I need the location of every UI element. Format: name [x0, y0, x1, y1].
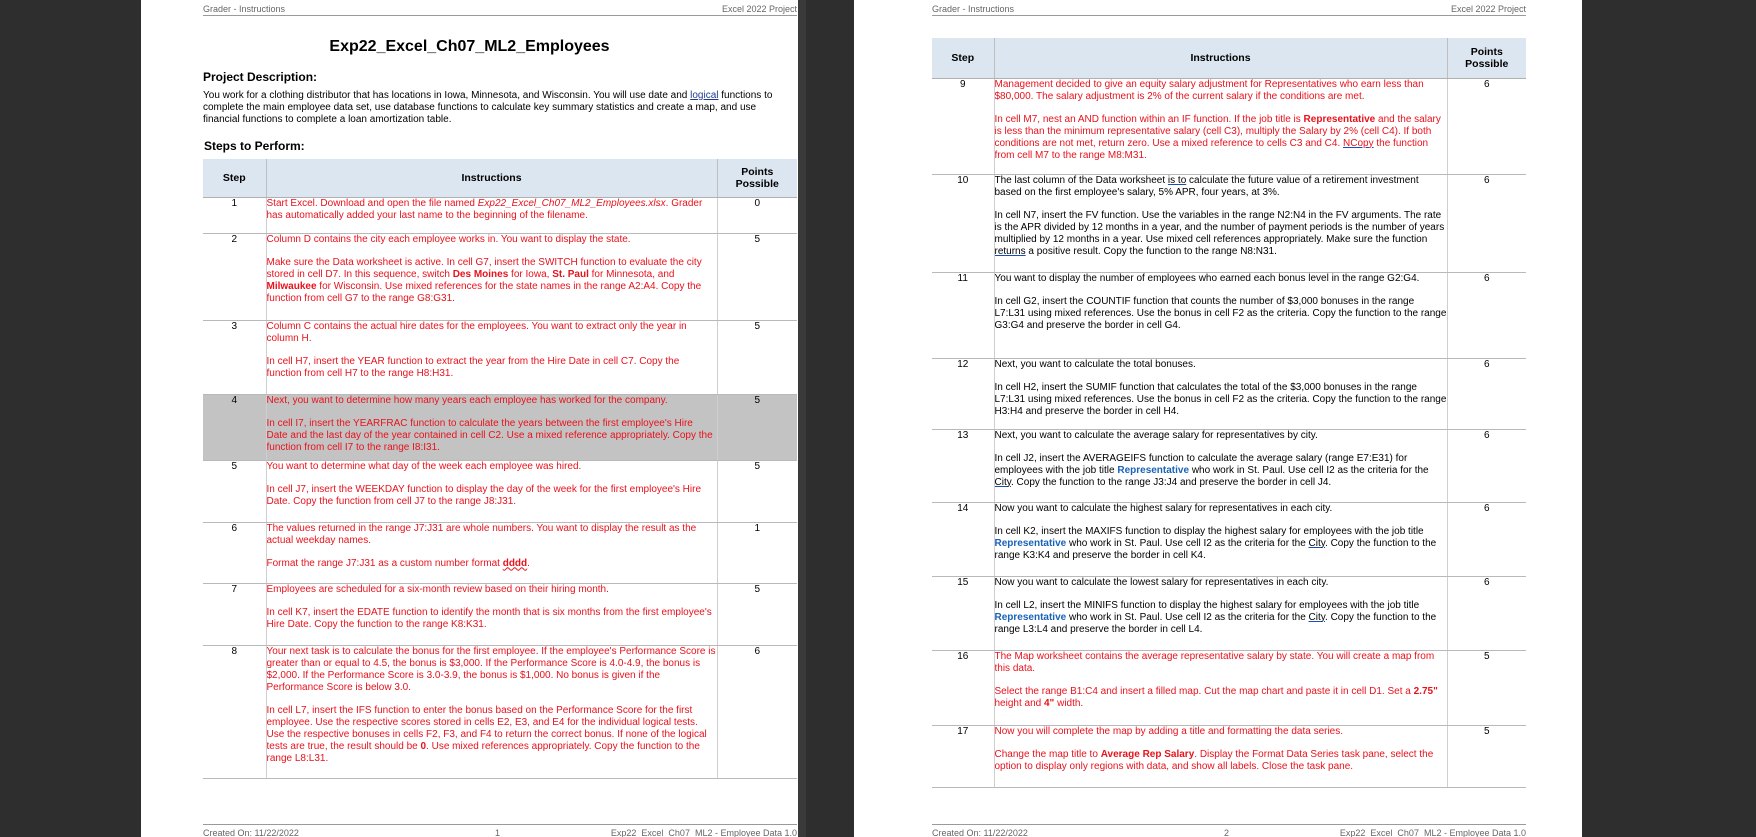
table-row: [932, 429, 1526, 502]
step-instructions: Your next task is to calculate the bonus for the first employee. If the employee's Performance Score is greater than or equal to 4.5, the bonus is $3,000. If the Performance Score is 4.0-4.9, the bonus is $2,000. If the Performance Score is 3.0-3.9, the bonus is $1,000. No bonus is given if the Performance Score is below 3.0. In cell L7, insert the IFS function to enter the bonus based on the Performance Score for the first employee. Use the respective scores stored in cells E2, E3, and E4 for the individual logical tests. Use the respective bonuses in cells F2, F3, and F4 to return the correct bonus. If none of the logical tests are true, the result should be 0. Use mixed references appropriately. Copy the function to the range L8:L31.: [266, 645, 717, 778]
step-points: 6: [1447, 78, 1526, 174]
steps-table-page-1: [203, 159, 797, 779]
step-instructions: Next, you want to calculate the average salary for representatives by city. In cell J2, insert the AVERAGEIFS function to calculate the average salary (range E7:E31) for employees with the job title Representative who work in St. Paul. Use cell I2 as the criteria for the City. Copy the function to the range J3:J4 and preserve the border in cell J4.: [994, 429, 1447, 502]
step-number: 14: [932, 502, 994, 576]
step-number: 4: [203, 394, 266, 460]
table-row: [932, 358, 1526, 429]
project-description: You work for a clothing distributor that has locations in Iowa, Minnesota, and Wisconsin. You will use date and logical functions to complete the main employee data set, use database functions to calculate key summary statistics and create a map, and use financial functions to complete a loan amortization table.: [203, 90, 773, 125]
step-instructions: Now you want to calculate the highest salary for representatives in each city. In cell K2, insert the MAXIFS function to display the highest salary for employees with the job title Representative who work in St. Paul. Use cell I2 as the criteria for the City. Copy the function to the range K3:K4 and preserve the border in cell K4.: [994, 502, 1447, 576]
step-instructions: Start Excel. Download and open the file named Exp22_Excel_Ch07_ML2_Employees.xlsx. Grader has automatically added your last name to the beginning of the filename.: [266, 197, 717, 233]
header-right: Excel 2022 Project: [1450, 4, 1526, 14]
step-instructions: The Map worksheet contains the average representative salary by state. You will create a map from this data. Select the range B1:C4 and insert a filled map. Cut the map chart and paste it in cell D1. Set a 2.75" height and 4" width.: [994, 650, 1447, 725]
step-number: 11: [932, 272, 994, 358]
step-number: 16: [932, 650, 994, 725]
step-column-header: Step: [203, 159, 266, 197]
step-instructions: The last column of the Data worksheet is to calculate the future value of a retirement investment based on the first employee's salary, 5% APR, four years, at 3%. In cell N7, insert the FV function. Use the variables in the range N2:N4 in the FV arguments. The rate is the APR divided by 12 months in a year, and the number of payment periods is the number of years multiplied by 12 months in a year. Use mixed cell references appropriately. Make sure the function returns a positive result. Copy the function to the range N8:N31.: [994, 174, 1447, 272]
table-header-row: [932, 38, 1526, 78]
step-instructions: Now you will complete the map by adding a title and formatting the data series. Change the map title to Average Rep Salary. Display the Format Data Series task pane, select the option to display only regions with data, and show all labels. Close the task pane.: [994, 725, 1447, 787]
step-number: 9: [932, 78, 994, 174]
steps-heading: Steps to Perform:: [204, 139, 305, 153]
instructions-column-header: Instructions: [266, 159, 717, 197]
step-points: 0: [717, 197, 797, 233]
step-number: 6: [203, 522, 266, 583]
step-number: 2: [203, 233, 266, 320]
table-row: [932, 650, 1526, 725]
points-column-header: Points Possible: [717, 159, 797, 197]
step-number: 5: [203, 460, 266, 522]
step-number: 10: [932, 174, 994, 272]
table-row: [203, 583, 797, 645]
step-instructions: Management decided to give an equity salary adjustment for Representatives who earn less than $80,000. The salary adjustment is 2% of the current salary if the conditions are met. In cell M7, nest an AND function within an IF function. If the job title is Representative and the salary is less than the minimum representative salary (cell C3), multiply the Salary by 2% (cell C4). If both conditions are not met, return zero. Use a mixed reference to cells C3 and C4. NCopy the function from cell M7 to the range M8:M31.: [994, 78, 1447, 174]
instructions-column-header: Instructions: [994, 38, 1447, 78]
table-row: [932, 78, 1526, 174]
step-points: 6: [1447, 576, 1526, 650]
step-number: 17: [932, 725, 994, 787]
footer-created-date: Created On: 11/22/2022: [203, 828, 299, 837]
logical-link[interactable]: logical: [690, 90, 719, 101]
table-row: [932, 502, 1526, 576]
step-instructions: Next, you want to calculate the total bonuses. In cell H2, insert the SUMIF function that calculates the total of the $3,000 bonuses in the range L7:L31 using mixed references. Use the bonus in cell F2 as the criteria. Copy the function to the range H3:H4 and preserve the border in cell H4.: [994, 358, 1447, 429]
table-row: [203, 645, 797, 778]
table-row: [932, 725, 1526, 787]
step-instructions: Employees are scheduled for a six-month review based on their hiring month. In cell K7, insert the EDATE function to identify the month that is six months from the first employee's Hire Date. Copy the function to the range K8:K31.: [266, 583, 717, 645]
page-footer: [932, 824, 1526, 837]
step-points: 5: [1447, 650, 1526, 725]
step-instructions: Next, you want to determine how many years each employee has worked for the company. In cell I7, insert the YEARFRAC function to calculate the years between the first employee's Hire Date and the last day of the year contained in cell C2. Use a mixed reference appropriately. Copy the function from cell I7 to the range I8:I31.: [266, 394, 717, 460]
header-left: Grader - Instructions: [932, 4, 1015, 14]
step-points: 6: [1447, 358, 1526, 429]
page-header: [932, 4, 1526, 16]
step-number: 1: [203, 197, 266, 233]
footer-created-date: Created On: 11/22/2022: [932, 828, 1028, 837]
step-points: 5: [1447, 725, 1526, 787]
step-instructions: Column D contains the city each employee works in. You want to display the state. Make sure the Data worksheet is active. In cell G7, insert the SWITCH function to evaluate the city stored in cell D7. In this sequence, switch Des Moines for Iowa, St. Paul for Minnesota, and Milwaukee for Wisconsin. Use mixed references for the state names in the range A2:A4. Copy the function from cell G7 to the range G8:G31.: [266, 233, 717, 320]
step-points: 6: [1447, 429, 1526, 502]
page-footer: [203, 824, 797, 837]
table-row: [932, 174, 1526, 272]
step-points: 5: [717, 320, 797, 394]
page-header: [203, 4, 797, 16]
step-number: 7: [203, 583, 266, 645]
step-number: 8: [203, 645, 266, 778]
table-header-row: [203, 159, 797, 197]
points-column-header: Points Possible: [1447, 38, 1526, 78]
step-number: 12: [932, 358, 994, 429]
document-page-1: [141, 0, 798, 837]
step-number: 13: [932, 429, 994, 502]
steps-table-page-2: [932, 38, 1526, 788]
table-row-selected[interactable]: [203, 394, 797, 460]
project-description-heading: Project Description:: [203, 70, 318, 84]
table-row: [932, 272, 1526, 358]
table-row: [203, 197, 797, 233]
footer-page-number: 1: [495, 828, 501, 837]
step-instructions: Column C contains the actual hire dates for the employees. You want to extract only the year in column H. In cell H7, insert the YEAR function to extract the year from the Hire Date in cell C7. Copy the function from cell H7 to the range H8:H31.: [266, 320, 717, 394]
step-points: 6: [1447, 272, 1526, 358]
document-page-2: [854, 0, 1582, 837]
step-points: 6: [717, 645, 797, 778]
document-title: Exp22_Excel_Ch07_ML2_Employees: [329, 38, 610, 55]
table-row: [932, 576, 1526, 650]
page-gap: [798, 0, 806, 837]
step-points: 5: [717, 394, 797, 460]
step-column-header: Step: [932, 38, 994, 78]
step-points: 5: [717, 233, 797, 320]
step-points: 1: [717, 522, 797, 583]
step-points: 5: [717, 583, 797, 645]
step-points: 5: [717, 460, 797, 522]
table-row: [203, 460, 797, 522]
header-right: Excel 2022 Project: [721, 4, 797, 14]
footer-document-name: Exp22_Excel_Ch07_ML2 - Employee Data 1.0: [610, 828, 797, 837]
step-number: 15: [932, 576, 994, 650]
header-left: Grader - Instructions: [203, 4, 286, 14]
step-instructions: The values returned in the range J7:J31 are whole numbers. You want to display the result as the actual weekday names. Format the range J7:J31 as a custom number format dddd.: [266, 522, 717, 583]
table-row: [203, 522, 797, 583]
footer-page-number: 2: [1224, 828, 1230, 837]
step-instructions: Now you want to calculate the lowest salary for representatives in each city. In cell L2, insert the MINIFS function to display the highest salary for employees with the job title Representative who work in St. Paul. Use cell I2 as the criteria for the City. Copy the function to the range L3:L4 and preserve the border in cell L4.: [994, 576, 1447, 650]
step-number: 3: [203, 320, 266, 394]
footer-document-name: Exp22_Excel_Ch07_ML2 - Employee Data 1.0: [1339, 828, 1526, 837]
step-instructions: You want to determine what day of the week each employee was hired. In cell J7, insert the WEEKDAY function to display the day of the week for the first employee's Hire Date. Copy the function from cell J7 to the range J8:J31.: [266, 460, 717, 522]
table-row: [203, 320, 797, 394]
step-instructions: You want to display the number of employees who earned each bonus level in the range G2:G4. In cell G2, insert the COUNTIF function that counts the number of $3,000 bonuses in the range L7:L31 using mixed references. Use the bonus in cell F2 as the criteria. Copy the function to the range G3:G4 and preserve the border in cell G4.: [994, 272, 1447, 358]
table-row: [203, 233, 797, 320]
step-points: 6: [1447, 502, 1526, 576]
step-points: 6: [1447, 174, 1526, 272]
